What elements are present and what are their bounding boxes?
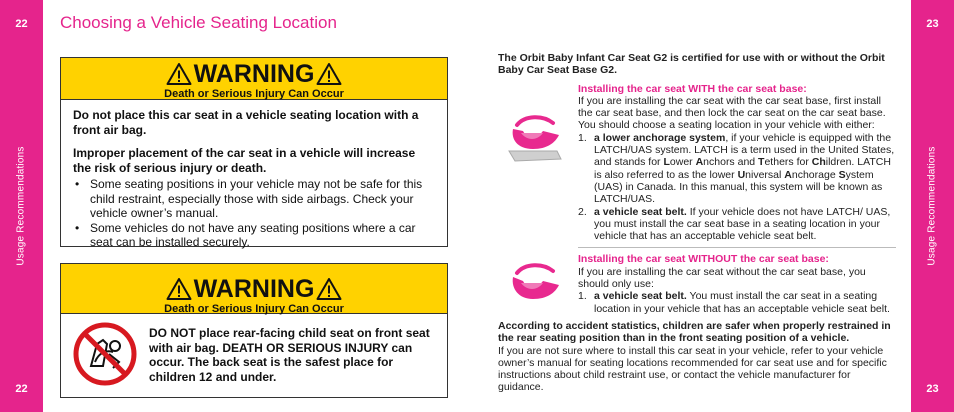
side-label-right: Usage Recommendations: [926, 146, 938, 266]
closing-text: If you are not sure where to install this car seat in your vehicle, refer to your vehicle owner’s manual for seating locations recommended for car seat use and for specific instructions about child restraint use, or contact the vehicle manufacturer for guidance.: [498, 344, 887, 394]
page-title: Choosing a Vehicle Seating Location: [60, 13, 337, 32]
warning-bullet: • Some seating positions in your vehicle may not be safe for this child restraint, especially those with side airbags. Check your vehicle owner’s manual.: [73, 177, 435, 221]
warning-subtitle: Death or Serious Injury Can Occur: [164, 303, 344, 315]
warning-bullet-list: [73, 177, 435, 250]
left-margin-bar: [0, 0, 43, 412]
page-number-top-left: 22: [15, 18, 28, 30]
item-text: nchors and: [703, 156, 759, 169]
numbered-item: [578, 290, 896, 315]
acronym-letter: L: [663, 156, 670, 169]
item-number: 1.: [578, 290, 587, 303]
warning-triangle-icon: [316, 277, 342, 301]
item-text: ower: [669, 156, 696, 169]
warning-triangle-icon: [166, 277, 192, 301]
item-number: 2.: [578, 205, 587, 218]
item-text: niversal: [745, 168, 785, 181]
warning-box-airbag: [60, 57, 448, 247]
car-seat-on-base-image: [503, 111, 565, 165]
item-text: If your vehicle does not have LATCH/ UAS, you must install the car seat base in a seating location in your vehicle that has an acceptable vehicle seat belt.: [594, 205, 891, 243]
section-title: Installing the car seat WITH the car seat base:: [578, 82, 807, 95]
item-text: , if your vehicle is equipped with the LATCH/UAS system. LATCH is a term used in the United States, and stands for: [594, 131, 895, 169]
certification-intro: The Orbit Baby Infant Car Seat G2 is certified for use with or without the Orbit Baby Car Seat Base G2.: [498, 52, 885, 77]
right-margin-bar: [911, 0, 954, 412]
numbered-item: [578, 206, 896, 243]
section-title: Installing the car seat WITHOUT the car seat base:: [578, 253, 829, 266]
acronym-letter: Ch: [811, 156, 826, 169]
acronym-letter: T: [758, 156, 765, 169]
acronym-letter: S: [838, 168, 846, 181]
warning-triangle-icon: [316, 62, 342, 86]
side-label-left: Usage Recommendations: [15, 146, 27, 266]
item-number: 1.: [578, 131, 587, 144]
numbered-item: [578, 132, 896, 206]
right-page-content: [498, 52, 896, 394]
page-number-top-right: 23: [926, 18, 939, 30]
acronym-letter: A: [784, 168, 792, 181]
warning-title-row: [61, 58, 447, 88]
item-text: ildren. LATCH is also referred to as the lower: [594, 156, 891, 181]
warning-title-row: [61, 264, 447, 303]
item-bold-text: a lower anchorage system: [594, 131, 726, 144]
section-divider: [578, 247, 896, 248]
warning-bullet: • Some vehicles do not have any seating positions where a car seat can be installed securely.: [73, 221, 435, 250]
section-without-base: [498, 253, 896, 314]
acronym-letter: A: [695, 156, 704, 169]
item-text: ystem (UAS) in Canada. In this manual, this system will be known as LATCH/UAS.: [594, 168, 883, 206]
item-bold-text: a vehicle seat belt.: [594, 290, 687, 303]
item-bold-text: a vehicle seat belt.: [594, 205, 687, 218]
warning-box-rear-facing: [60, 263, 448, 398]
warning-header: [61, 264, 447, 314]
warning-header: [61, 58, 447, 100]
closing-bold-text: According to accident statistics, children are safer when properly restrained in the rear seating position than in the front seating position of a vehicle.: [498, 319, 891, 345]
item-text: You must install the car seat in a seating location in your vehicle that has an acceptable vehicle seat belt.: [594, 290, 890, 315]
warning-paragraph: Do not place this car seat in a vehicle seating location with a front air bag.: [73, 108, 419, 137]
warning-body: [61, 100, 447, 250]
page-number-bottom-right: 23: [926, 383, 939, 395]
acronym-letter: U: [737, 168, 746, 181]
item-text: nchorage: [791, 168, 839, 181]
warning-title: WARNING: [193, 275, 315, 303]
car-seat-without-base-image: [503, 257, 565, 311]
warning-text: DO NOT place rear-facing child seat on front seat with air bag. DEATH OR SERIOUS INJURY can occur. The back seat is the safest place for children 12 and under.: [149, 326, 430, 384]
section-intro: If you are installing the car seat with the car seat base, first install the car seat base, and then lock the car seat on the car seat base. You should choose a seating location in your vehicle with either:: [578, 94, 886, 132]
warning-body: [61, 314, 447, 398]
warning-subtitle: Death or Serious Injury Can Occur: [164, 88, 344, 100]
section-intro: If you are installing the car seat without the car seat base, you should only use:: [578, 265, 866, 291]
warning-title: WARNING: [193, 60, 315, 88]
no-rear-facing-seat-icon: [73, 322, 137, 386]
closing-paragraph: [498, 320, 896, 394]
page-number-bottom-left: 22: [15, 383, 28, 395]
section-with-base: [498, 83, 896, 243]
warning-triangle-icon: [166, 62, 192, 86]
item-text: ethers for: [764, 156, 812, 169]
warning-paragraph: Improper placement of the car seat in a vehicle will increase the risk of serious injury or death.: [73, 146, 416, 175]
